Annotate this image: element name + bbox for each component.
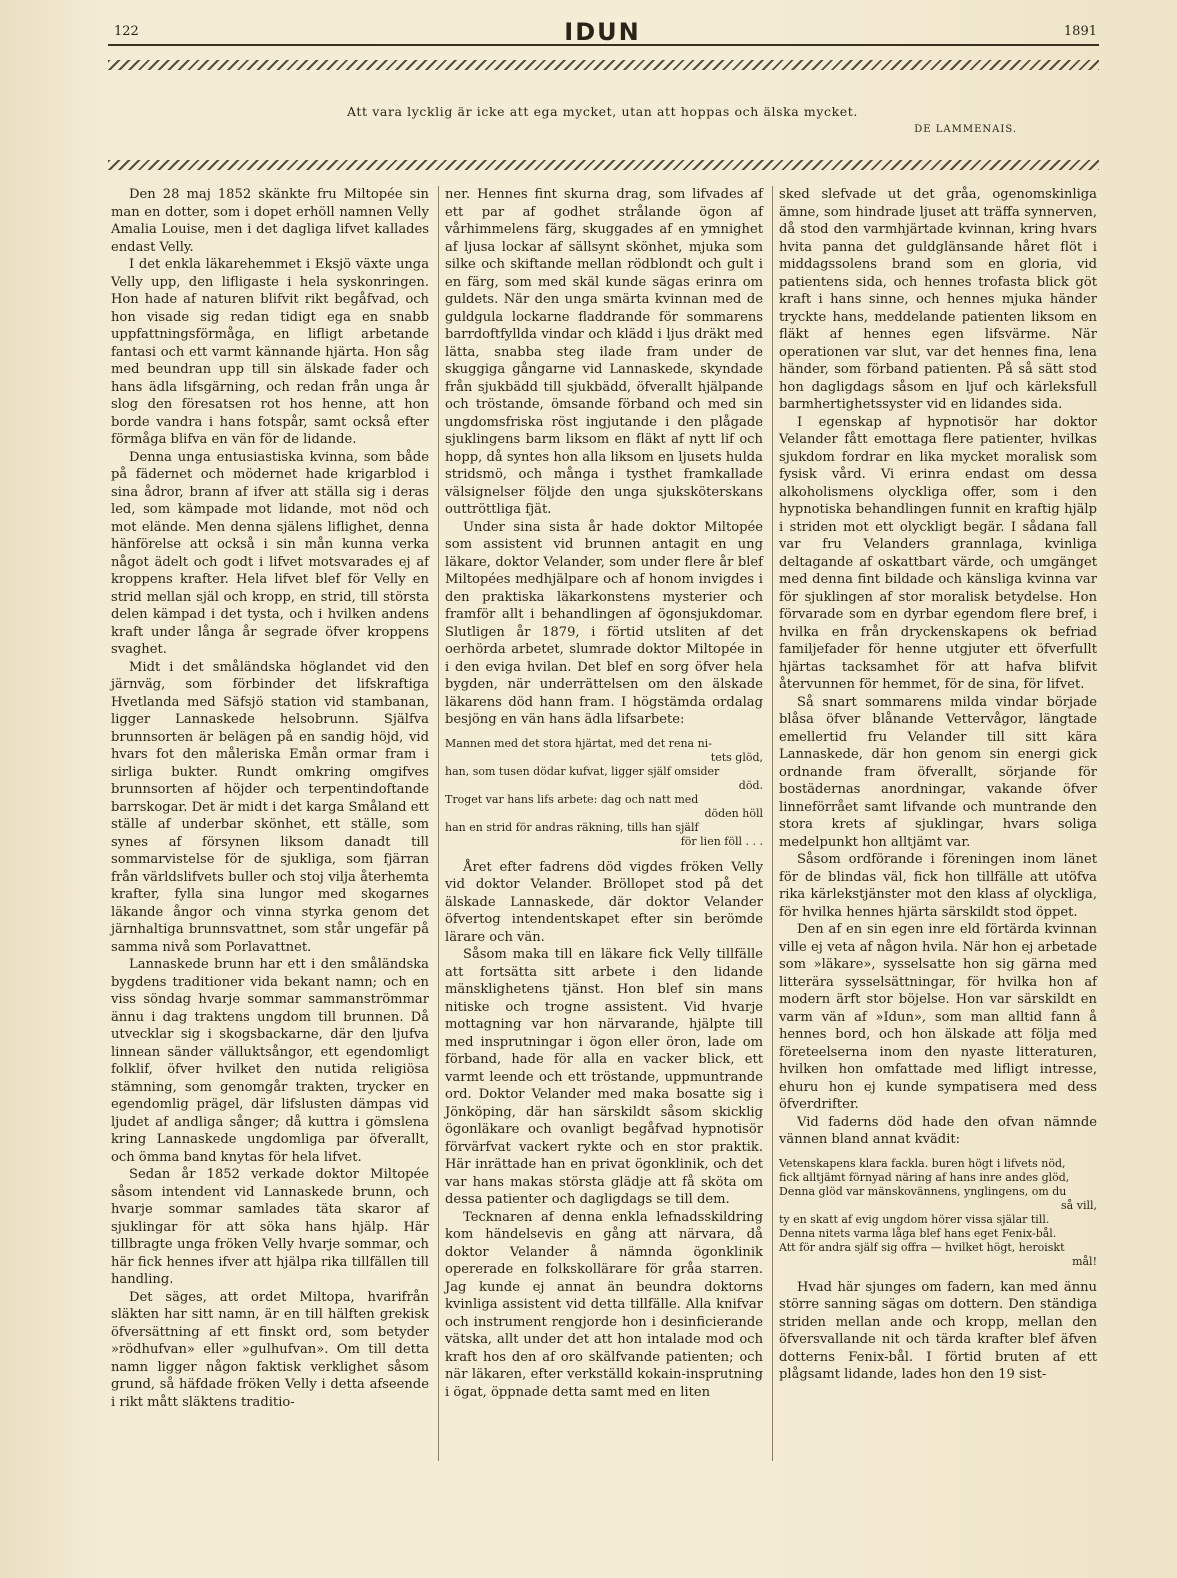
paragraph: Hvad här sjunges om fadern, kan med ännu större sanning sägas om dottern. Den ständiga striden mellan ande och kropp, mellan den öfversvallande nit och tärda krafter blef äfven dotterns Fenix-bål. I förtid bruten af ett plågsamt lidande, lades hon den 19 sist- [779,1279,1097,1382]
verse-line: han en strid för andras räkning, tills han själf [445,820,699,834]
verse-line: han, som tusen dödar kufvat, ligger själf omsider [445,764,720,778]
masthead-title: IDUN [564,18,641,46]
paragraph: Under sina sista år hade doktor Miltopée som assistent vid brunnen antagit en ung läkare, doktor Velander, som under flere år blef Miltopées medhjälpare och af honom invigdes i den praktiska läkarkonstens mysterier och framför allt i behandlingen af ögonsjukdomar. Slutligen år 1879, i förtid utsliten af det oerhörda arbetet, slumrade doktor Miltopée in i den eviga hvilan. Det blef en sorg öfver hela bygden, när underrättelsen om den älskade läkarens död hann fram. I högstämda ordalag besjöng en vän hans ädla lifsarbete: [445,519,763,727]
paragraph: Sedan år 1852 verkade doktor Miltopée såsom intendent vid Lannaskede brunn, och hvarje sommar samlades täta skaror af sjuklingar för att söka hans hjälp. Här tillbragte unga fröken Velly hvarje sommar, och här fick hennes ifver att hjälpa rika tillfällen till handling. [111,1167,429,1287]
text-column-3 [779,186,1097,1384]
text-column-2 [445,186,763,1401]
paragraph: Såsom maka till en läkare fick Velly tillfälle att fortsätta sitt arbete i den lidande mänsklighetens tjänst. Hon blef sin mans nitiske och trogne assistent. Vid hvarje mottagning var hon närvarande, hjälpte till med insprutningar i ögon eller öron, lade om förband, hade för alla en vacker blick, ett varmt leende och ett tröstande, uppmuntrande ord. Doktor Velander med maka bosatte sig i Jönköping, där han särskildt såsom skicklig ögonläkare och ovanligt begåfvad hypnotisör förvärfvat vackert rykte och en stor praktik. Här inrättade han en privat ögonklinik, och det var hans makas största glädje att få sköta om dessa patienter och dagligdags se till dem. [445,947,763,1207]
motto-attribution: DE LAMMENAIS. [914,124,1017,135]
paragraph: ner. Hennes fint skurna drag, som lifvades af ett par af godhet strålande ögon af vårhimmelens färg, skuggades af en ymnighet af ljusa lockar af sällsynt skönhet, mjuka som silke och skiftande mellan rödblondt och gult i en färg, som med skäl kunde sägas erinra om guldets. När den unga smärta kvinnan med de guldgula lockarne fladdrande för sommarens barrdoftfyllda vindar och klädd i ljus dräkt med lätta, snabba steg ilade fram under de skuggiga gångarne vid Lannaskede, skyndade från sjukbädd till sjukbädd, öfverallt hjälpande och tröstande, ömsande förband och med sin ungdomsfriska röst ingjutande i den plågade sjuklingens barm liksom en fläkt af nytt lif och hopp, då syntes hon alla liksom en ljusets hulda stridsmö, och många i tysthet framkallade välsignelser följde den unga sjuksköterskans outtröttliga fjät. [445,187,763,517]
verse-line: död. [738,778,763,792]
paragraph: Året efter fadrens död vigdes fröken Velly vid doktor Velander. Bröllopet stod på det älskade Lannaskede, där doktor Velander öfvertog intendentskapet efter sin berömde lärare och vän. [445,859,763,945]
paragraph: Lannaskede brunn har ett i den småländska bygdens traditioner vida bekant namn; och en viss söndag hvarje sommar sammanströmmar ännu i dag traktens ungdom till brunnen. Då utvecklar sig i skogsbackarne, där den ljufva linnean sänder välluktsångor, ett egendomligt folklif, öfver hvilket den nutida religiösa stämning, som genomgår trakten, trycker en egendomlig prägel, där lifslusten dämpas vid ljudet af andliga sånger; då kuttra i gömslena kring Lannaskede ungdomliga par öfverallt, och ömma band knytas för hela lifvet. [111,957,429,1165]
paragraph: Såsom ordförande i föreningen inom länet för de blindas väl, fick hon tillfälle att utöfva rika kärlekstjänster mot den klass af olyckliga, för hvilka hennes hjärta särskildt stod öppet. [779,852,1097,920]
verse-line: Troget var hans lifs arbete: dag och natt med [445,792,699,806]
verse-line: för lien föll . . . [680,834,763,848]
column-rule [438,186,439,1461]
verse-line: så vill, [1061,1198,1097,1212]
paragraph: Den af en sin egen inre eld förtärda kvinnan ville ej veta af någon hvila. När hon ej arbetade som »läkare», sysselsatte hon sig gärna med litterära sysselsättningar, för hvilka hon af modern ärft stor böjelse. Hon var särskildt en varm vän af »Idun», som man alltid fann å hennes bord, och hon älskade att följa med företeelserna inom den nyaste litteraturen, hvilken hon omfattade med lifligt intresse, ehuru hon ej kunde sympatisera med dess öfverdrifter. [779,922,1097,1112]
verse-line: Vetenskapens klara fackla. buren högt i lifvets nöd, [779,1156,1066,1170]
poem-excerpt [779,1157,1097,1269]
paragraph: Vid faderns död hade den ofvan nämnde vännen bland annat kvädit: [779,1114,1097,1147]
column-rule [772,186,773,1461]
verse-line: Denna nitets varma låga blef hans eget Fenix-bål. [779,1226,1057,1240]
verse-line: ty en skatt af evig ungdom hörer vissa själar till. [779,1212,1050,1226]
paragraph: Midt i det småländska höglandet vid den järnväg, som förbinder det lifskraftiga Hvetlanda med Säfsjö station vid stambanan, ligger Lannaskede helsobrunn. Själfva brunnsorten är belägen på en sandig höjd, vid hvars fot den måleriska Emån ormar fram i sirliga bukter. Rundt omkring omgifves brunnsorten af höjder och terpentindoftande barrskogar. Det är midt i det karga Småland ett ställe af underbar skönhet, ett ställe, som synes af försynen liksom danadt till sommarvistelse för de sjukliga, som fjärran från världslifvets buller och stoj vilja återhemta krafter, fylla sina lungor med skogarnes läkande ångor och vinna styrka genom det järnhaltiga brunnsvattnet, som står ungefär på samma nivå som Porlavattnet. [111,659,429,955]
verse-line: fick alltjämt förnyad näring af hans inre andes glöd, [779,1170,1070,1184]
verse-line: mål! [1072,1254,1097,1268]
verse-line: Att för andra själf sig offra — hvilket högt, heroiskt [779,1240,1065,1254]
poem-excerpt [445,737,763,849]
paragraph: I egenskap af hypnotisör har doktor Velander fått emottaga flere patienter, hvilkas sjukdom fordrar en lika mycket moralisk som fysisk vård. Vi erinra endast om dessa alkoholismens olyckliga offer, som i den hypnotiska behandlingen funnit en kraftig hjälp i striden mot ett olyckligt begär. I sådana fall var fru Velanders grannlaga, kvinliga deltagande af oskattbart värde, och umgänget med denna fint bildade och känsliga kvinna var för sjuklingen af stor moralisk betydelse. Hon förvarade som en dyrbar egendom flere bref, i hvilka en från dryckenskapens ok befriad familjefader för henne utgjuter ett öfverfullt hjärtas tacksamhet för att hafva blifvit återvunnen för hemmet, för de sina, för lifvet. [779,414,1097,692]
verse-line: Denna glöd var mänskovännens, ynglingens, om du [779,1184,1067,1198]
paragraph: I det enkla läkarehemmet i Eksjö växte unga Velly upp, den lifligaste i hela syskonringen. Hon hade af naturen blifvit rikt begåfvad, och hon visade sig redan tidigt ega en snabb uppfattningsförmåga, en lifligt arbetande fantasi och ett varmt kännande hjärta. Hon såg med beundran upp till sin älskade fader och hans ädla lifsgärning, och redan från unga år slog den föresatsen rot hos henne, att hon borde vandra i hans fotspår, samt också efter förmåga blifva en vän för de lidande. [111,257,429,447]
paragraph: sked slefvade ut det gråa, ogenomskinliga ämne, som hindrade ljuset att träffa synnerven, då stod den varmhjärtade kvinnan, kring hvars hvita panna det guldglänsande håret flöt i middagssolens brand som en gloria, vid patientens sida, och hennes trofasta blick göt kraft i hans sinne, och hennes mjuka händer tryckte hans, meddelande patienten liksom en fläkt af hennes egen lifsvärme. När operationen var slut, var det hennes fina, lena händer, som förband patienten. På så sätt stod hon dagligdags såsom en ljuf och kärleksfull barmhertighetssyster vid en lidandes sida. [779,187,1097,412]
verse-line: döden höll [704,806,763,820]
ornament-border-top [108,60,1099,70]
text-column-1 [111,186,429,1411]
paragraph: Den 28 maj 1852 skänkte fru Miltopée sin man en dotter, som i dopet erhöll namnen Velly Amalia Louise, men i det dagliga lifvet kallades endast Velly. [111,187,429,255]
paragraph: Det säges, att ordet Miltopa, hvarifrån släkten har sitt namn, är en till hälften grekisk öfversättning af ett finskt ord, som betyder »rödhufvan» eller »gulhufvan». Om till detta namn ligger någon faktisk verklighet såsom grund, så häfdade fröken Velly i detta afseende i rikt mått släktens traditio- [111,1289,429,1410]
paragraph: Denna unga entusiastiska kvinna, som både på fädernet och mödernet hade krigarblod i sina ådror, brann af ifver att ställa sig i deras led, som kämpade mot lidande, mot nöd och mot elände. Men denna själens liflighet, denna hänförelse att också i sin mån kunna verka något ädelt och godt i lifvet motsvarades ej af kroppens krafter. Hela lifvet blef för Velly en strid mellan själ och kropp, en strid, till största delen kämpad i det tysta, och i hvilken andens kraft under långa år segrade öfver kroppens svaghet. [111,449,429,657]
year: 1891 [1063,24,1097,39]
ornament-border-middle [108,160,1099,170]
paragraph: Så snart sommarens milda vindar började blåsa öfver blånande Vettervågor, längtade emellertid fru Velander till sitt kära Lannaskede, där hon genom sin energi gick ordnande fram öfverallt, sörjande för bostädernas anordningar, vakande öfver linneförrået samt lifvande och muntrande den stora krets af sjuklingar, hvars soliga medelpunkt hon alltjämt var. [779,694,1097,850]
verse-line: Mannen med det stora hjärtat, med det rena ni- [445,736,712,750]
header-rule [108,44,1099,46]
page-number: 122 [114,24,139,39]
verse-line: tets glöd, [710,750,763,764]
motto: Att vara lycklig är icke att ega mycket, utan att hoppas och älska mycket. [347,104,858,119]
paragraph: Tecknaren af denna enkla lefnadsskildring kom händelsevis en gång att närvara, då doktor Velander å nämnda ögonklinik opererade en folkskollärare för gråa starren. Jag kunde ej annat än beundra doktorns kvinliga assistent vid detta tillfälle. Alla knifvar och instrument rengjorde hon i desinficierande vätska, allt under det att hon intalade mod och kraft hos den af oro skälfvande patienten; och när läkaren, efter verkställd kokain-insprutning i ögat, öppnade detta samt med en liten [445,1209,763,1400]
